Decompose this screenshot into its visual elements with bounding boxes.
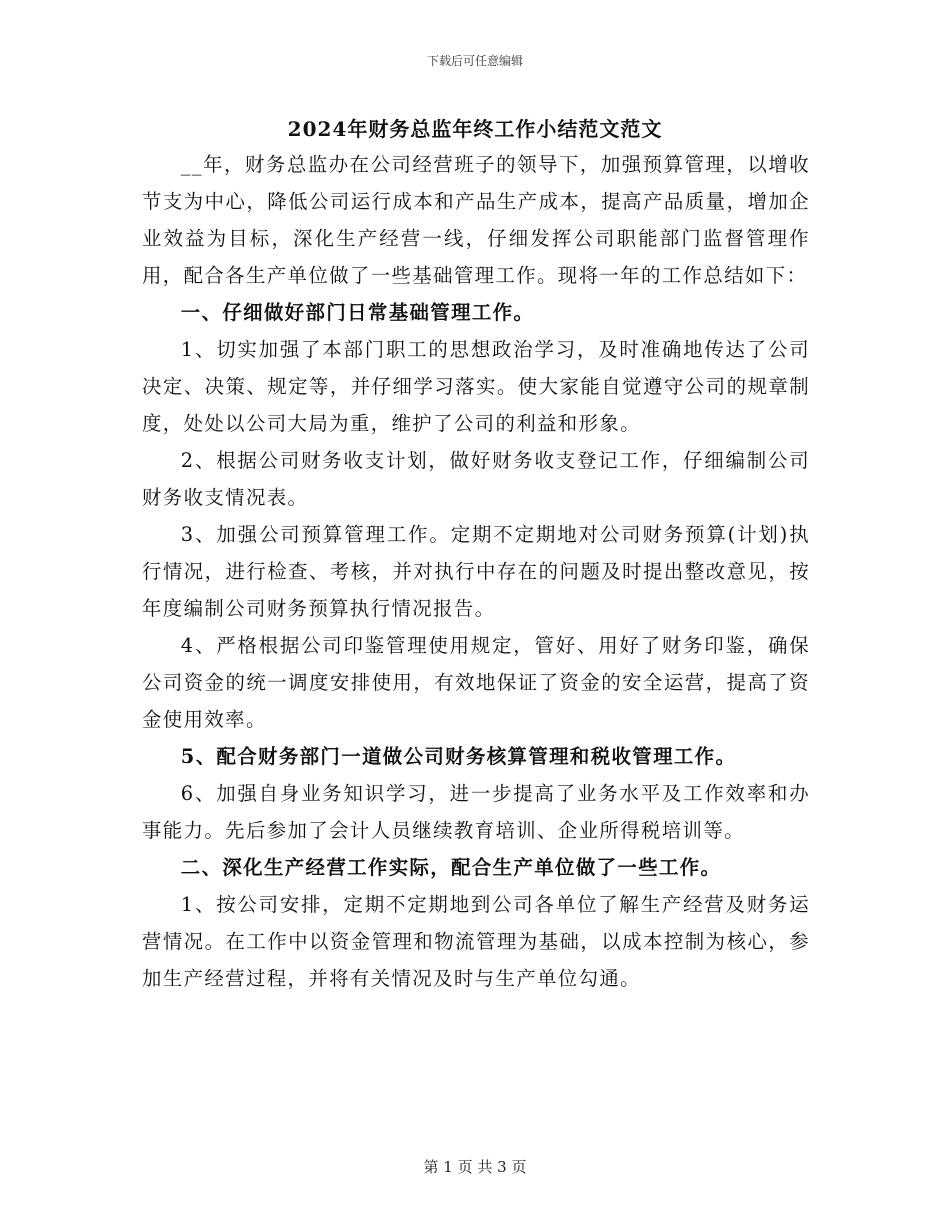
item-paragraph-1-1: 1、切实加强了本部门职工的思想政治学习，及时准确地传达了公司决定、决策、规定等，并仔细学习落实。使大家能自觉遵守公司的规章制度，处处以公司大局为重，维护了公司的利益和形象。 (142, 338, 810, 435)
item-paragraph-1-4: 4、严格根据公司印鉴管理使用规定，管好、用好了财务印鉴，确保公司资金的统一调度安排使用，有效地保证了资金的安全运营，提高了资金使用效率。 (142, 634, 810, 731)
document-body (142, 146, 810, 997)
item-paragraph-2-1: 1、按公司安排，定期不定期地到公司各单位了解生产经营及财务运营情况。在工作中以资金管理和物流管理为基础，以成本控制为核心，参加生产经营过程，并将有关情况及时与生产单位勾通。 (142, 893, 810, 990)
intro-paragraph: __年，财务总监办在公司经营班子的领导下，加强预算管理，以增收节支为中心，降低公司运行成本和产品生产成本，提高产品质量，增加企业效益为目标，深化生产经营一线，仔细发挥公司职能部门监督管理作用，配合各生产单位做了一些基础管理工作。现将一年的工作总结如下： (142, 153, 810, 287)
item-paragraph-1-3: 3、加强公司预算管理工作。定期不定期地对公司财务预算(计划)执行情况，进行检查、考核，并对执行中存在的问题及时提出整改意见，按年度编制公司财务预算执行情况报告。 (142, 523, 810, 620)
item-paragraph-1-5: 5、配合财务部门一道做公司财务核算管理和税收管理工作。 (180, 745, 737, 768)
section-heading-2: 二、深化生产经营工作实际，配合生产单位做了一些工作。 (180, 856, 722, 879)
item-paragraph-1-6: 6、加强自身业务知识学习，进一步提高了业务水平及工作效率和办事能力。先后参加了会计人员继续教育培训、企业所得税培训等。 (142, 782, 810, 842)
section-heading-1: 一、仔细做好部门日常基础管理工作。 (180, 301, 535, 324)
item-paragraph-1-2: 2、根据公司财务收支计划，做好财务收支登记工作，仔细编制公司财务收支情况表。 (142, 449, 810, 509)
document-title: 2024年财务总监年终工作小结范文范文 (287, 117, 663, 141)
page-number-footer: 第 1 页 共 3 页 (423, 1158, 527, 1176)
page-header-note: 下载后可任意编辑 (426, 54, 523, 68)
